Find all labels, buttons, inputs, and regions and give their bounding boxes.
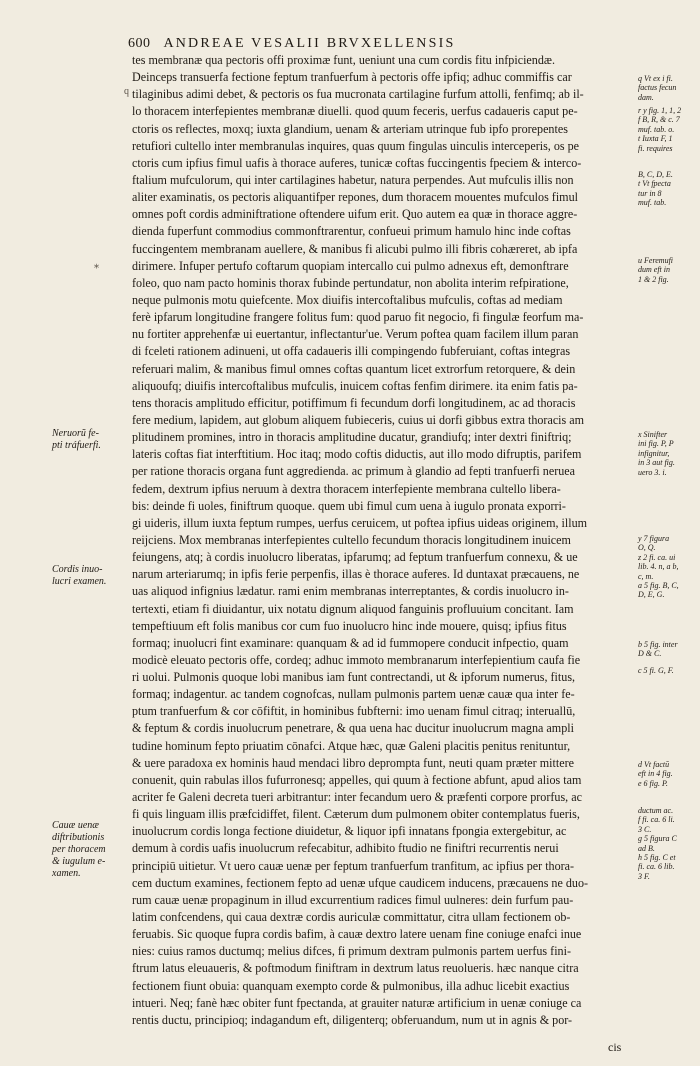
- body-line: ri uolui. Pulmonis quoque lobi manibus iam funt contrectandi, ut & ipforum numerus, fitus,: [132, 670, 576, 685]
- margin-note-line: x Sinifter: [638, 430, 668, 439]
- body-line: & uere paradoxa ex hominis haud mendaci libro deprompta funt, neuti quam præter mittere: [132, 755, 574, 770]
- margin-note-line: c 5 fi. G, F.: [638, 666, 674, 675]
- body-line: tilaginibus adimi debet, & pectoris os fua mucronata cartilagine furfum attolli, fenfimq; ab il-: [132, 87, 584, 102]
- right-margin-note: [638, 806, 698, 881]
- body-line: reijciens. Mox membranas interfepientes cultello fecundum thoracis longitudinem inuicem: [132, 532, 571, 547]
- body-line: tertexti, etiam fi diuidantur, uix notatu dignum aliquod fanguinis profluuium concitant. Iam: [132, 601, 574, 616]
- body-line: Deinceps transuerfa fectione feptum tranfuerfum à pectoris offe ipfiq; adhuc commiffis car: [132, 70, 572, 85]
- margin-note-line: Cauæ uenæ: [52, 820, 99, 831]
- margin-note-line: lib. 4. n, a b,: [638, 562, 679, 572]
- margin-note-line: u Feremufi: [638, 256, 674, 265]
- body-line: formaq; inuolucri fint examinare: quanquam & ad id fummopere conducit infpectio, quam: [132, 635, 569, 650]
- right-margin-note: [638, 666, 698, 675]
- body-line: fuccingentem membranam auellere, & manibus fi alicubi pulmo illi fibris cohæreret, ab ipfa: [132, 241, 578, 256]
- body-line: cem ductum examines, fectionem fepto ad uenæ ufque caudicem inducens, præcauens ne duo-: [132, 875, 589, 890]
- right-margin-note: [638, 74, 698, 102]
- body-line: omnes poft cordis adminiftratione oftendere uifum erit. Quo autem ea quæ in thorace aggre-: [132, 207, 578, 222]
- body-line: nu fortiter apprehenfæ ui euertantur, inflectantur'ue. Verum poftea quam facilem illum paran: [132, 327, 579, 342]
- catchword: cis: [608, 1040, 622, 1054]
- left-margin-note: [52, 428, 132, 452]
- margin-note-line: D, E, G.: [638, 590, 665, 600]
- margin-note-line: 1 & 2 fig.: [638, 274, 669, 284]
- margin-note-line: t Iuxta F, 1: [638, 134, 673, 144]
- body-line: dirimere. Infuper pertufo coftarum quopiam intercallo cui pulmo adnexus eft, demonftrare: [132, 258, 569, 273]
- margin-note-line: & iugulum e-: [52, 856, 106, 867]
- left-margin-note: [52, 564, 132, 588]
- body-line: acriter fe Galeni decreta tueri arbitrantur: inter fecandum uero & præfenti corpore prorfus, ac: [132, 790, 582, 805]
- margin-note-line: fi. ca. 6 lib.: [638, 862, 675, 872]
- body-line: aliquoufq; diuifis intercoftalibus mufculis, inuicem coftas fenfim dirimere. ita enim fatis pa-: [132, 378, 578, 393]
- body-line: tes membranæ qua pectoris offi proximæ funt, ueniunt una cum cordis fitu infpiciendæ.: [132, 53, 555, 67]
- body-line: fi quis linguam illis præfcidiffet, filent. Cæterum dum pulmonem obiter contemplatus fueris,: [132, 807, 580, 822]
- body-line: lo thoracem interfepientes membranæ diuelli. quod quum feceris, uerfus cadaueris caput pe-: [132, 104, 578, 119]
- right-margin-note: [638, 256, 698, 284]
- body-line: referuari malim, & manibus fimul omnes coftas quantum licet extrorfum retorquere, & dein: [132, 361, 576, 376]
- margin-note-line: tur in 8: [638, 188, 662, 198]
- margin-note-line: O, Q.: [638, 543, 656, 553]
- body-line: ftalium mufculorum, qui inter cartilagines habetur, natura perpendes. Aut mufculis illis non: [132, 172, 574, 187]
- main-text-block: [132, 52, 628, 1029]
- body-line: & feptum & cordis inuolucrum penetrare, & qua uena hac ducitur inuolucrum magna ampli: [132, 721, 574, 736]
- body-line: tens thoracis amplitudo efficitur, potiffimum fi fecundum dorfi longitudinem, ac ad thoracis: [132, 395, 576, 410]
- margin-note-line: fi. requires: [638, 143, 673, 153]
- body-line: rum cauæ uenæ propaginum in illud excurrentium radices fimul uulneres: dein furfum pau-: [132, 892, 574, 907]
- margin-note-line: r y fig. 1, 1, 2: [638, 106, 682, 115]
- right-margin-note: [638, 430, 698, 477]
- body-line: uas aliquod infignius lædatur. rami enim membranas interreptantes, & cordis inuolucro in-: [132, 584, 569, 599]
- margin-note-line: t Vt fpecta: [638, 179, 671, 189]
- body-line: ctoris os reflectes, moxq; iuxta glandium, uenam & arteriam utrinque fub ipfo prorepentes: [132, 121, 568, 136]
- body-line: bis: deinde fi uoles, finiftrum quoque. quem ubi fimul cum uena à iugulo pronata exporri-: [132, 498, 566, 513]
- right-margin-note: [638, 760, 698, 788]
- body-line: di fceleti rationem adinueni, ut offa cadaueris illi compingendo fubferuiant, coftas integras: [132, 344, 571, 359]
- margin-note-line: q Vt ex i fi.: [638, 74, 673, 83]
- margin-note-line: b 5 fig. inter: [638, 640, 678, 649]
- body-line: aliter examinatis, os pectoris aliquantifper repones, dum thoracem mouentes mufculos fimul: [132, 190, 578, 205]
- margin-note-line: z 2 fi. ca. ui: [638, 552, 676, 562]
- right-margin-note: [638, 534, 698, 600]
- margin-note-line: eft in 4 fig.: [638, 769, 673, 779]
- margin-note-line: f B, R, & c. 7: [638, 115, 680, 125]
- right-margin-note: [638, 106, 698, 153]
- margin-note-line: diftributionis: [52, 832, 105, 843]
- margin-note-line: ductum ac.: [638, 806, 674, 815]
- margin-note-line: 3 C.: [638, 824, 652, 834]
- page-number: 600: [128, 36, 151, 51]
- body-line: demum à cordis uafis inuolucrum refecabitur, adhibito ftudio ne finiftri recurrentis nerui: [132, 841, 559, 856]
- body-line: ferè ipfarum longitudine frangere folitus fum: quod paruo fit negocio, fi fingulæ feorfum ma-: [132, 310, 584, 325]
- margin-note-line: per thoracem: [52, 844, 106, 855]
- running-header: [128, 36, 568, 52]
- body-line: ctoris cum ipfius fimul uafis à thorace auferes, tunicæ coftas fuccingentis fpeciem & interco-: [132, 155, 582, 170]
- margin-note-line: a 5 fig. B, C,: [638, 581, 679, 591]
- body-line: tempeftiuum eft folis manibus cor cum fuo inuolucro hinc inde mouere, quisq; ipfius fitus: [132, 618, 567, 633]
- body-line: neque pulmonis motu quiefcente. Mox diuifis intercoftalibus mufculis, coftas ad mediam: [132, 292, 563, 307]
- margin-note-line: Cordis inuo-: [52, 564, 103, 575]
- body-line: lateris coftas fiat interftitium. Hoc itaq; modo coftis diductis, aut illo modo difruptis, parifem: [132, 447, 582, 462]
- body-line: rentis ductu, principioq; indagandum eft, diligenterq; obferuandum, num ut in agnis & por-: [132, 1012, 573, 1027]
- margin-note-line: uero 3. i.: [638, 467, 667, 477]
- margin-note-line: c, m.: [638, 571, 654, 581]
- margin-note-line: dam.: [638, 92, 654, 102]
- margin-note-line: y 7 figura: [638, 534, 670, 543]
- margin-note-line: f fi. ca. 6 li.: [638, 815, 675, 825]
- reference-mark: ⁎: [94, 260, 99, 271]
- body-line: fere medium, lapidem, aut globum aliquem fubieceris, cuius ui dorfi gibbus extra thoracis am: [132, 412, 585, 427]
- margin-note-line: B, C, D, E.: [638, 170, 673, 179]
- body-line: conuenit, quin rabulas illos fufurronesq; appelles, qui quum à fectione abfunt, apud alios tam: [132, 772, 582, 787]
- margin-note-line: Neruorũ fe-: [52, 428, 99, 439]
- body-line: latim confcendens, qui caua dextræ cordis auriculæ committatur, citra ullam fectionem ob-: [132, 910, 571, 925]
- body-line: ptum tranfuerfum & cor cōfiftit, in hominibus fubfterni: imo uenam fimul citraq; interuallū,: [132, 704, 576, 719]
- margin-note-line: muf. tab.: [638, 198, 667, 208]
- right-margin-note: [638, 170, 698, 208]
- body-line: gi uideris, illum iuxta feptum rumpes, uerfus ceruicem, ut poftea ipfius uideas originem, illum: [132, 515, 588, 530]
- reference-mark: q: [124, 86, 129, 97]
- margin-note-line: muf. tab. o.: [638, 124, 675, 134]
- body-line: formaq; indagentur. ac tandem cognofcas, nullam pulmonis partem uenæ cauæ qua inter fe-: [132, 687, 575, 702]
- body-line: dienda fuperfunt commodius commonftrarentur, confueui primum hamulo hinc inde coftas: [132, 224, 571, 239]
- margin-note-line: dum eft in: [638, 265, 670, 275]
- body-line: foleo, quo nam pacto hominis thorax fubinde pertundatur, non abolita interim refpiratione,: [132, 275, 569, 290]
- margin-note-line: d Vt factū: [638, 760, 670, 769]
- body-line: plitudinem promines, intro in thoracis amplitudine ducatur, grandiufq; inter dextri finiftriq;: [132, 430, 572, 445]
- margin-note-line: 3 F.: [638, 871, 650, 881]
- body-line: per ratione thoracis organa funt aggredienda. ac primum à glandio ad fepti tranfuerfi neruea: [132, 464, 576, 479]
- margin-note-line: D & C.: [638, 649, 662, 659]
- body-line: principiū uitietur. Vt uero cauæ uenæ per feptum tranfuerfum tranfitum, ac ipfius per thora-: [132, 858, 575, 873]
- body-line: fedem, dextrum ipfius neruum à dextra thoracem interfepiente membrana cultello libera-: [132, 481, 561, 496]
- margin-note-line: in 3 aut fig.: [638, 458, 675, 468]
- body-line: fectionem fiunt obuia: quanquam exempto corde & pulmonibus, illa adhuc licebit exactius: [132, 978, 570, 993]
- left-margin-note: [52, 820, 132, 880]
- right-margin-note: [638, 640, 698, 659]
- margin-note-line: e 6 fig. P.: [638, 778, 668, 788]
- body-line: feruabis. Sic quoque fupra cordis bafim, à cauæ dextro latere uenam fine coniuge enafci inue: [132, 927, 582, 942]
- body-line: modicè eleuato pectoris offe, cordeq; adhuc immoto membranarum interfepientium caufa fie: [132, 652, 581, 667]
- running-title: ANDREAE VESALII BRVXELLENSIS: [163, 36, 456, 51]
- body-line: narum arteriarumq; in ipfis ferie perpenfis, illas è thorace auferes. Id duntaxat præcauens, ne: [132, 567, 580, 582]
- body-line: intueri. Neq; fanè hæc obiter funt fpectanda, at grauiter naturæ artificium in uenæ coniuge ca: [132, 995, 582, 1010]
- margin-note-line: g 5 figura C: [638, 834, 677, 844]
- margin-note-line: pti tráfuerfi.: [52, 440, 101, 451]
- body-line: retufiori cultello inter membranulas inquires, quas quum fingulas uinculis interceperis, os pe: [132, 138, 580, 153]
- margin-note-line: ad B.: [638, 843, 655, 853]
- margin-note-line: xamen.: [52, 868, 81, 879]
- margin-note-line: infignitur,: [638, 448, 670, 458]
- body-line: inuolucrum cordis longa fectione diuidetur, & liquor ipfi innatans fpongia extergebitur, ac: [132, 824, 567, 839]
- body-line: ftrum latus eleuaueris, & poftmodum finiftram in dextrum latus reuolueris. hæc nanque citra: [132, 961, 579, 976]
- body-line: nies: cuius ramos ductumq; melius difces, fi primum dextram pulmonis partem uerfus fini-: [132, 944, 571, 959]
- margin-note-line: ini fig. P, P: [638, 439, 674, 449]
- body-line: tudine hominum fepto priuatim cōnafci. Atque hæc, quæ Galeni placitis penitus renituntur,: [132, 738, 571, 753]
- margin-note-line: factus fecun: [638, 83, 677, 93]
- margin-note-line: h 5 fig. C et: [638, 853, 676, 863]
- body-line: feiungens, atq; à cordis inuolucro liberatas, ipfarumq; ad feptum tranfuerfum connexu, & ue: [132, 550, 578, 565]
- margin-note-line: lucri examen.: [52, 576, 107, 587]
